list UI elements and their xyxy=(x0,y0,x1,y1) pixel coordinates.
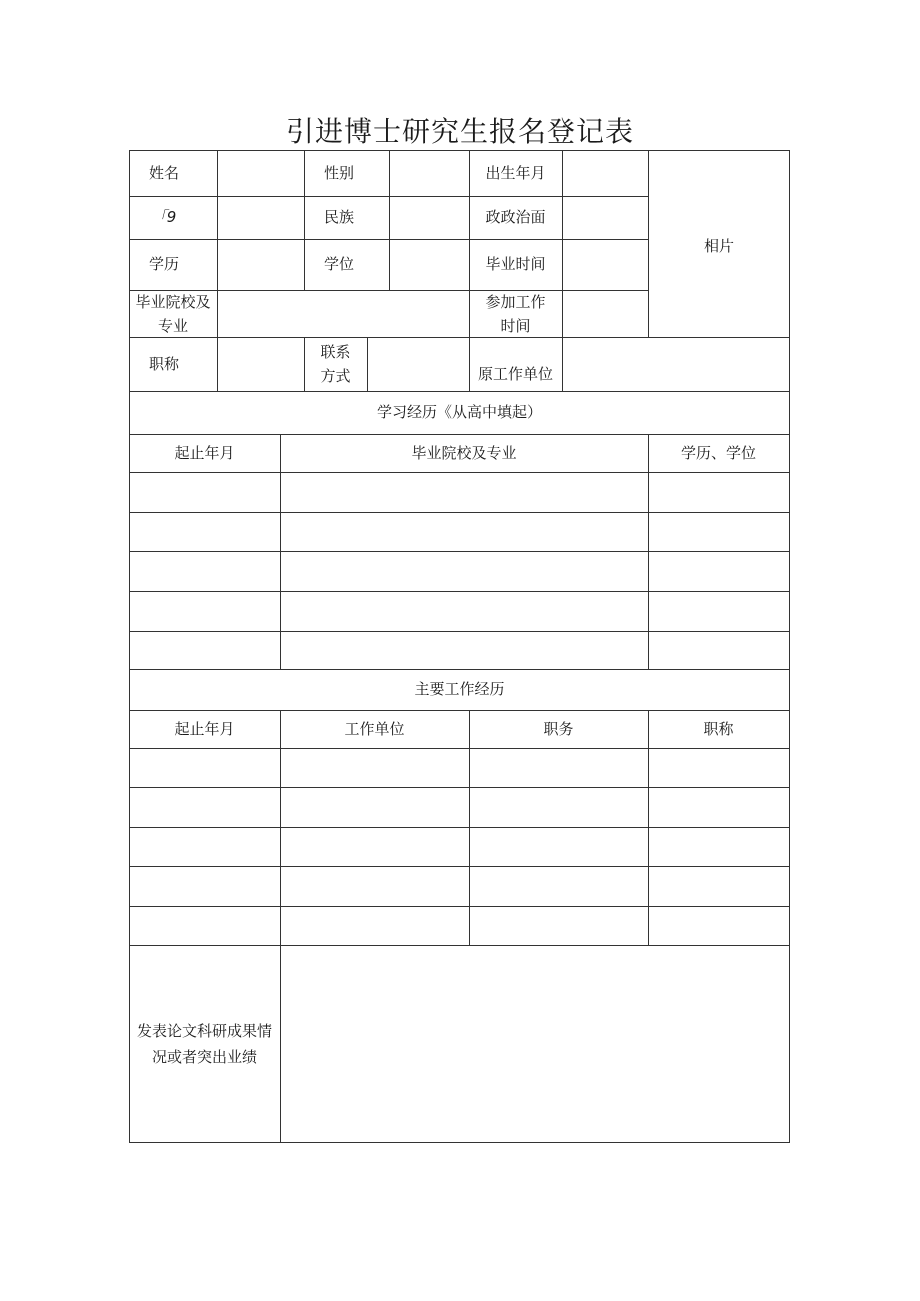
work-row-5-period[interactable] xyxy=(130,907,280,945)
contact-input[interactable] xyxy=(368,338,469,391)
work-row-2-position[interactable] xyxy=(470,788,648,827)
work-section-heading: 主要工作经历 xyxy=(414,680,505,698)
work-row-2-title[interactable] xyxy=(649,788,789,827)
work-row-2-unit[interactable] xyxy=(281,788,469,827)
study-row-5-period[interactable] xyxy=(130,632,280,669)
work-row-4-title[interactable] xyxy=(649,867,789,906)
native-place-label: 「9 xyxy=(151,208,177,226)
work-row-3-period[interactable] xyxy=(130,828,280,866)
study-row-3-degree[interactable] xyxy=(649,552,789,591)
school-major-input[interactable] xyxy=(218,291,469,337)
work-col-position: 职务 xyxy=(543,719,574,738)
achievements-label-line1: 发表论文科研成果情 xyxy=(136,1021,272,1040)
education-label: 学历 xyxy=(148,255,179,273)
political-status-label: 政政治面 xyxy=(485,208,546,226)
study-row-2-period[interactable] xyxy=(130,513,280,551)
work-row-1-unit[interactable] xyxy=(281,749,469,787)
degree-input[interactable] xyxy=(390,240,469,290)
grid-line xyxy=(129,1142,790,1143)
study-row-4-period[interactable] xyxy=(130,592,280,631)
study-row-2-degree[interactable] xyxy=(649,513,789,551)
work-row-1-period[interactable] xyxy=(130,749,280,787)
work-row-5-title[interactable] xyxy=(649,907,789,945)
school-major-label-line2: 专业 xyxy=(157,316,188,335)
professional-title-label: 职称 xyxy=(148,354,179,373)
work-row-2-period[interactable] xyxy=(130,788,280,827)
study-row-1-degree[interactable] xyxy=(649,473,789,512)
gender-input[interactable] xyxy=(390,151,469,196)
study-row-5-degree[interactable] xyxy=(649,632,789,669)
work-col-period: 起止年月 xyxy=(174,719,235,738)
work-row-1-title[interactable] xyxy=(649,749,789,787)
study-section-heading: 学习经历《从高中填起） xyxy=(376,403,542,421)
graduation-time-input[interactable] xyxy=(563,240,648,290)
work-row-5-unit[interactable] xyxy=(281,907,469,945)
photo-label: 相片 xyxy=(703,237,734,255)
degree-label: 学位 xyxy=(323,255,354,273)
study-row-4-school[interactable] xyxy=(281,592,648,631)
study-col-education-degree: 学历、学位 xyxy=(680,443,756,462)
birth-date-label: 出生年月 xyxy=(485,163,546,182)
professional-title-input[interactable] xyxy=(218,338,304,391)
work-start-label-line1: 参加工作 xyxy=(485,292,546,311)
political-status-input[interactable] xyxy=(563,197,648,239)
study-row-3-school[interactable] xyxy=(281,552,648,591)
grid-line xyxy=(789,150,790,1143)
work-start-label-line2: 时间 xyxy=(500,316,531,335)
birth-date-input[interactable] xyxy=(563,151,648,196)
name-label: 姓名 xyxy=(148,163,179,182)
work-row-4-unit[interactable] xyxy=(281,867,469,906)
study-col-period: 起止年月 xyxy=(174,443,235,462)
study-col-school-major: 毕业院校及专业 xyxy=(411,443,517,462)
work-row-5-position[interactable] xyxy=(470,907,648,945)
former-unit-label: 原工作单位 xyxy=(477,365,553,383)
contact-label xyxy=(304,337,367,391)
name-input[interactable] xyxy=(218,151,304,196)
achievements-input[interactable] xyxy=(281,946,789,1142)
school-major-label xyxy=(129,290,217,337)
photo-area[interactable] xyxy=(649,151,789,211)
work-row-1-position[interactable] xyxy=(470,749,648,787)
ethnicity-label: 民族 xyxy=(323,208,354,226)
work-row-3-unit[interactable] xyxy=(281,828,469,866)
gender-label: 性别 xyxy=(323,163,354,182)
contact-label-line1: 联系 xyxy=(320,343,351,361)
native-place-input[interactable] xyxy=(218,197,304,239)
study-row-3-period[interactable] xyxy=(130,552,280,591)
work-start-label xyxy=(469,290,562,337)
work-col-title: 职称 xyxy=(703,719,734,738)
education-input[interactable] xyxy=(218,240,304,290)
former-unit-input[interactable] xyxy=(563,338,789,391)
work-row-3-position[interactable] xyxy=(470,828,648,866)
study-row-1-period[interactable] xyxy=(130,473,280,512)
ethnicity-input[interactable] xyxy=(390,197,469,239)
study-row-5-school[interactable] xyxy=(281,632,648,669)
work-row-4-position[interactable] xyxy=(470,867,648,906)
achievements-label xyxy=(129,945,280,1142)
study-row-2-school[interactable] xyxy=(281,513,648,551)
study-row-1-school[interactable] xyxy=(281,473,648,512)
contact-label-line2: 方式 xyxy=(320,367,351,385)
work-start-input[interactable] xyxy=(563,291,648,337)
graduation-time-label: 毕业时间 xyxy=(485,255,546,273)
work-row-4-period[interactable] xyxy=(130,867,280,906)
work-col-unit: 工作单位 xyxy=(344,719,405,738)
work-row-3-title[interactable] xyxy=(649,828,789,866)
achievements-label-line2: 况或者突出业绩 xyxy=(151,1047,257,1066)
school-major-label-line1: 毕业院校及 xyxy=(135,292,211,311)
page-title: 引进博士研究生报名登记表 xyxy=(285,115,634,148)
study-row-4-degree[interactable] xyxy=(649,592,789,631)
